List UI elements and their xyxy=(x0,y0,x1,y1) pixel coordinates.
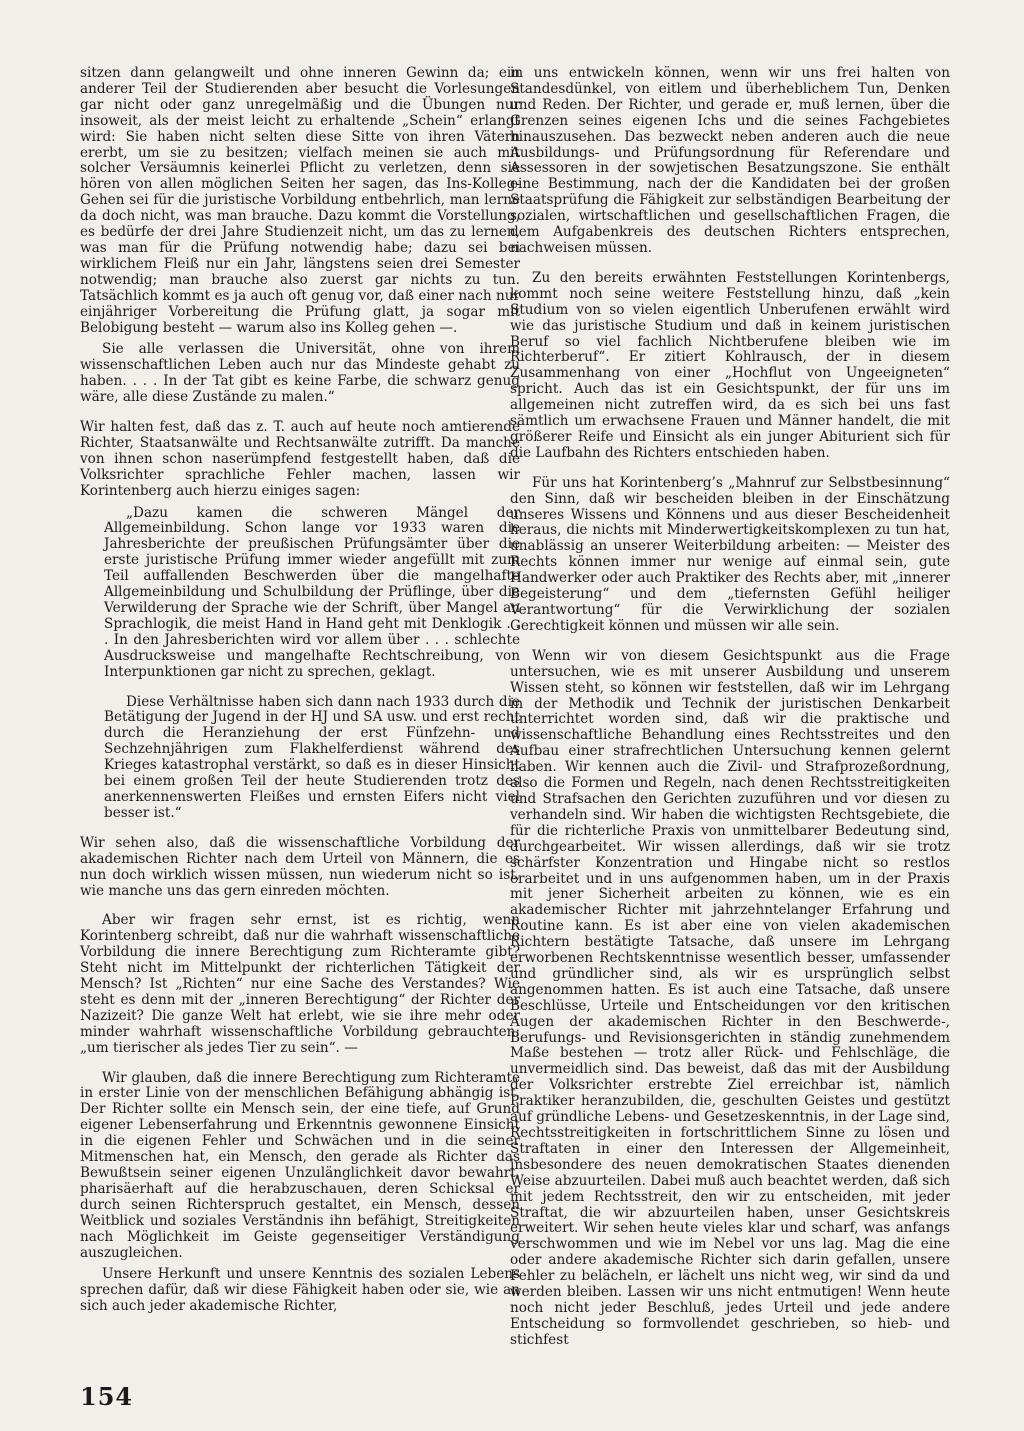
quoted-paragraph: Diese Verhältnisse haben sich dann nach 1933 durch die Betätigung der Jugend in der HJ und SA usw. und erst recht durch die Heranziehung der erst Fünfzehn- und Sechzehnjährigen zum Flakhelferdienst während des Krieges katastrophal verstärkt, so daß es in dieser Hinsicht bei einem großen Teil der heute Studierenden trotz des anerkennenswerten Fleißes und ernsten Eifers nicht viel besser ist.“ xyxy=(104,693,520,821)
paragraph: Unsere Herkunft und unsere Kenntnis des sozialen Lebens sprechen dafür, daß wir diese Fähigkeit haben oder sie, wie an sich auch jeder akademische Richter, xyxy=(80,1266,520,1315)
right-column xyxy=(510,66,950,1363)
paragraph: sitzen dann gelangweilt und ohne inneren Gewinn da; ein anderer Teil der Studierenden aber besucht die Vorlesungen gar nicht oder ganz unregelmäßig und die Übungen nur insoweit, als der meist leicht zu erhaltende „Schein“ erlangt wird: Sie haben nicht selten diese Sitte von ihren Vätern ererbt, um sie zu besitzen; vielfach meinen sie auch mit solcher Versäumnis keinerlei Pflicht zu verletzen, denn sie hören von allen möglichen Seiten her sagen, das Ins-Kolleg-Gehen sei für die juristische Vorbildung entbehrlich, man lerne da doch nicht, was man brauche. Dazu kommt die Vorstellung, es bedürfe der drei Jahre Studienzeit nicht, um das zu lernen, was man für die Prüfung notwendig habe; dazu sei bei wirklichem Fleiß nur ein Jahr, längstens seien drei Semester notwendig; man brauche also zuerst gar nichts zu tun. Tatsächlich kommt es ja auch oft genug vor, daß einer nach nur einjähriger Vorbereitung die Prüfung glatt, ja sogar mit Belobigung besteht — warum also ins Kolleg gehen —. xyxy=(80,65,520,336)
left-column xyxy=(80,66,520,1329)
paragraph: Wir halten fest, daß das z. T. auch auf heute noch amtierende Richter, Staatsanwälte und Rechtsanwälte zutrifft. Da manche von ihnen schon naserümpfend festgestellt haben, daß die Volksrichter sprachliche Fehler machen, lassen wir Korintenberg auch hierzu einiges sagen: xyxy=(80,419,520,499)
paragraph: Wir sehen also, daß die wissenschaftliche Vorbildung der akademischen Richter nach dem Urteil von Männern, die es nun doch wirklich wissen müssen, nun wiederum nicht so ist, wie manche uns das gern einreden möchten. xyxy=(80,834,520,899)
paragraph: Für uns hat Korintenberg’s „Mahnruf zur Selbstbesinnung“ den Sinn, daß wir bescheiden bleiben in der Einschätzung unseres Wissens und Könnens und aus dieser Bescheidenheit heraus, die nichts mit Minderwertigkeitskomplexen zu tun hat, unablässig an unserer Weiterbildung arbeiten: — Meister des Rechts können immer nur wenige auf einmal sein, gute Handwerker oder auch Praktiker des Rechts aber, mit „innerer Begeisterung“ und dem „tiefernsten Gefühl heiliger Verantwortung“ für die Verwirklichung der sozialen Gerechtigkeit können und müssen wir alle sein. xyxy=(510,474,950,634)
paragraph: Zu den bereits erwähnten Feststellungen Korintenbergs, kommt noch seine weitere Feststellung hinzu, daß „kein Studium von so vielen eigentlich Unberufenen erwählt wird wie das juristische Studium und daß in keinem juristischen Beruf so viel fachlich Nichtberufene bleiben wie im Richterberuf“. Er zitiert Kohlrausch, der in diesem Zusammenhang von einer „Hochflut von Ungeeigneten“ spricht. Auch das ist ein Gesichtspunkt, der für uns im allgemeinen nicht zutreffen wird, da es sich bei uns fast sämtlich um erwachsene Frauen und Männer handelt, die mit größerer Reife und Einsicht als ein junger Abiturient sich für die Laufbahn des Richters entschieden haben. xyxy=(510,269,950,461)
paragraph: Aber wir fragen sehr ernst, ist es richtig, wenn Korintenberg schreibt, daß nur die wahrhaft wissenschaftliche Vorbildung die innere Berechtigung zum Richteramte gibt? Steht nicht im Mittelpunkt der richterlichen Tätigkeit der Mensch? Ist „Richten“ nur eine Sache des Verstandes? Wie steht es denn mit der „inneren Berechtigung“ der Richter der Nazizeit? Die ganze Welt hat erlebt, wie sie ihre mehr oder minder wahrhaft wissenschaftliche Vorbildung gebrauchten: „um tierischer als jedes Tier zu sein“. — xyxy=(80,912,520,1056)
paragraph: Wir glauben, daß die innere Berechtigung zum Richteramte in erster Linie von der menschlichen Befähigung abhängig ist. Der Richter sollte ein Mensch sein, der eine tiefe, auf Grund eigener Lebenserfahrung und Erkenntnis gewonnene Einsicht in die eigenen Fehler und Schwächen und in die seiner Mitmenschen hat, ein Mensch, den gerade als Richter das Bewußtsein seiner eigenen Unzulänglichkeit davor bewahrt, pharisäerhaft auf die herabzuschauen, deren Schicksal er durch seinen Richterspruch gestaltet, ein Mensch, dessen Weitblick und soziales Verständnis ihn befähigt, Streitigkeiten nach Möglichkeit im Geiste gegenseitiger Verständigung auszugleichen. xyxy=(80,1069,520,1261)
page-number: 154 xyxy=(80,1382,134,1411)
quoted-paragraph: „Dazu kamen die schweren Mängel der Allgemeinbildung. Schon lange vor 1933 waren die Jahresberichte der preußischen Prüfungsämter über die erste juristische Prüfung immer wieder angefüllt mit zum Teil auffallenden Beschwerden über die mangelhafte Allgemeinbildung und Schulbildung der Prüflinge, über die Verwilderung der Sprache wie der Schrift, über Mangel an Sprachlogik, die meist Hand in Hand geht mit Denklogik . . . In den Jahresberichten wird vor allem über . . . schlechte Ausdrucksweise und mangelhafte Rechtschreibung, von Interpunktionen gar nicht zu sprechen, geklagt. xyxy=(104,504,520,680)
paragraph: in uns entwickeln können, wenn wir uns frei halten von Standesdünkel, von eitlem und überheblichem Tun, Denken und Reden. Der Richter, und gerade er, muß lernen, über die Grenzen seines eigenen Ichs und die seines Fachgebietes hinauszusehen. Das bezweckt neben anderen auch die neue Ausbildungs- und Prüfungsordnung für Referendare und Assessoren in der sowjetischen Besatzungszone. Sie enthält eine Bestimmung, nach der die Kandidaten bei der großen Staatsprüfung die Fähigkeit zur selbständigen Bearbeitung der sozialen, wirtschaftlichen und gesellschaftlichen Fragen, die dem Aufgabenkreis des deutschen Richters entsprechen, nachweisen müssen. xyxy=(510,65,950,256)
paragraph: Wenn wir von diesem Gesichtspunkt aus die Frage untersuchen, wie es mit unserer Ausbildung und unserem Wissen steht, so können wir feststellen, daß wir im Lehrgang in der Methodik und Technik der juristischen Denkarbeit unterrichtet worden sind, daß wir die praktische und wissenschaftliche Behandlung eines Rechtsstreites und den Aufbau einer strafrechtlichen Untersuchung kennen gelernt haben. Wir kennen auch die Zivil- und Strafprozeßordnung, also die Formen und Regeln, nach denen Rechtsstreitigkeiten und Strafsachen den Gerichten zuzuführen und vor diesen zu verhandeln sind. Wir haben die wichtigsten Rechtsgebiete, die für die richterliche Praxis von unmittelbarer Bedeutung sind, durchgearbeitet. Wir wissen allerdings, daß wir sie trotz schärfster Konzentration und Hingabe nicht so restlos erarbeitet und in uns aufgenommen haben, um in der Praxis mit jener Sicherheit arbeiten zu können, wie es ein akademischer Richter mit jahrzehntelanger Erfahrung und Routine kann. Es ist aber eine von vielen akademischen Richtern bestätigte Tatsache, daß unsere im Lehrgang erworbenen Rechtskenntnisse wesentlich besser, umfassender und gründlicher sind, als wir es ursprünglich selbst angenommen hatten. Es ist auch eine Tatsache, daß unsere Beschlüsse, Urteile und Entscheidungen vor den kritischen Augen der akademischen Richter in den Beschwerde-, Berufungs- und Revisionsgerichten in ständig zunehmendem Maße bestehen — trotz aller Rück- und Fehlschläge, die unvermeidlich sind. Das beweist, daß das mit der Ausbildung der Volksrichter erstrebte Ziel erreichbar ist, nämlich Praktiker heranzubilden, die, geschulten Geistes und gestützt auf gründliche Lebens- und Gesetzeskenntnis, in der Lage sind, Rechtsstreitigkeiten in fortschrittlichem Sinne zu lösen und Straftaten in einer den Interessen der Allgemeinheit, insbesondere des neuen demokratischen Staates dienenden Weise abzuurteilen. Dabei muß auch beachtet werden, daß sich mit jedem Rechtsstreit, den wir zu entscheiden, mit jeder Straftat, die wir abzuurteilen haben, unser Gesichtskreis erweitert. Wir sehen heute vieles klar und scharf, was anfangs verschwommen und wie im Nebel vor uns lag. Mag die eine oder andere akademische Richter sich darin gefallen, unsere Fehler zu belächeln, er lächelt uns nicht weg, wir sind da und werden bleiben. Lassen wir uns nicht entmutigen! Wenn heute noch nicht jeder Beschluß, jedes Urteil und jede andere Entscheidung so formvollendet geschrieben, so hieb- und stichfest xyxy=(510,647,950,1348)
paragraph: Sie alle verlassen die Universität, ohne von ihrem wissenschaftlichen Leben auch nur das Mindeste gehabt zu haben. . . . In der Tat gibt es keine Farbe, die schwarz genug wäre, alle diese Zustände zu malen.“ xyxy=(80,341,520,406)
